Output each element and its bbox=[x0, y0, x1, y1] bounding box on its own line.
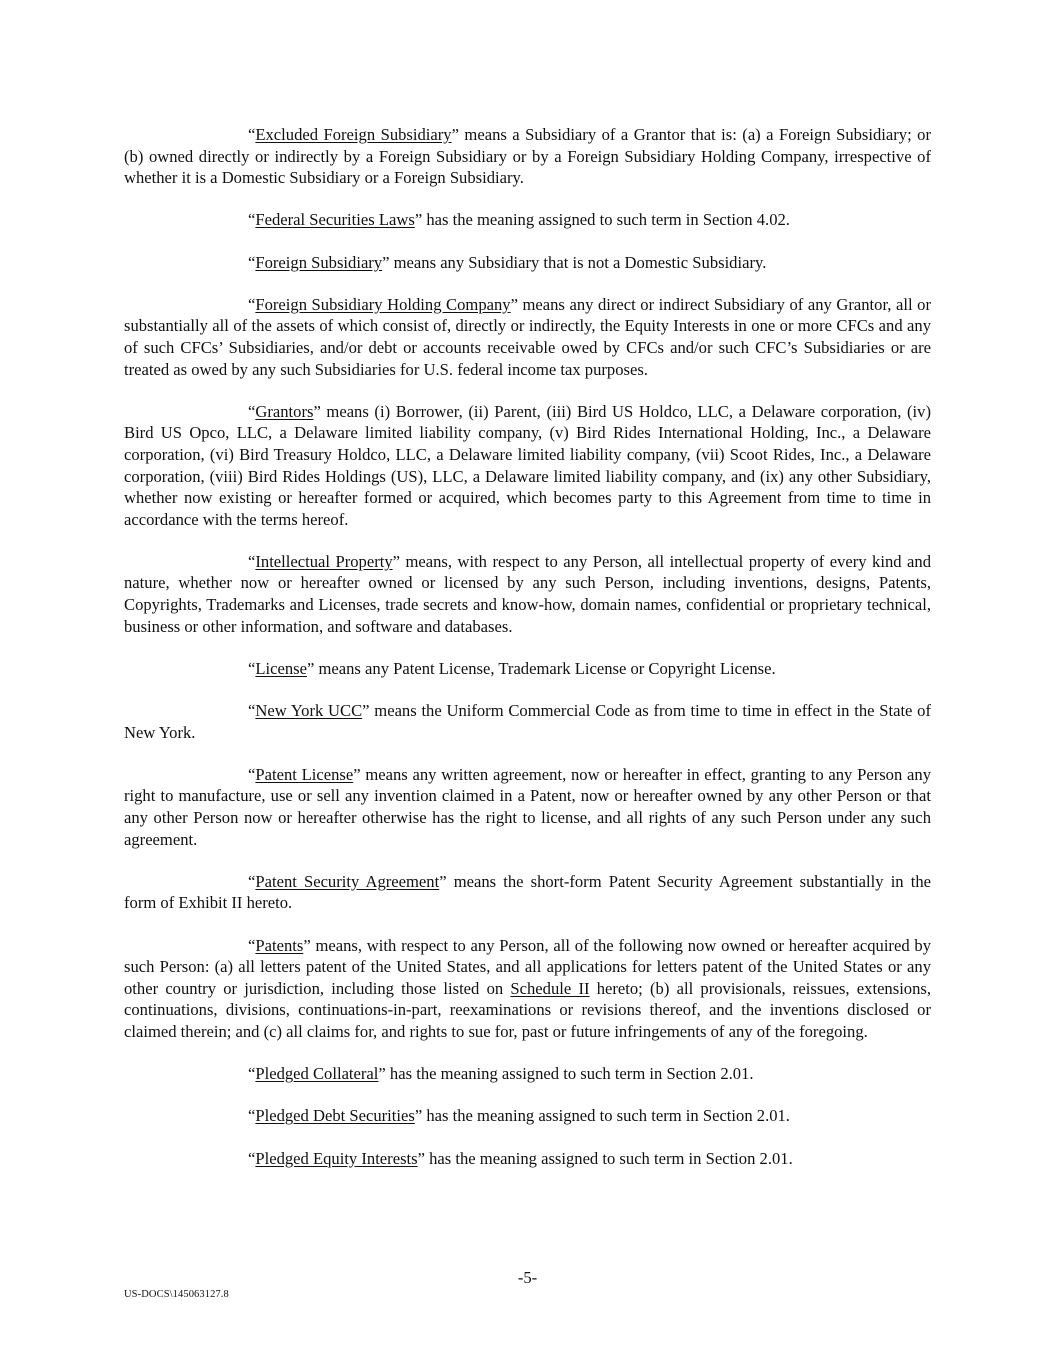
definition-federal-securities-laws: “Federal Securities Laws” has the meaning assigned to such term in Section 4.02. bbox=[248, 210, 790, 230]
definition-text: ” means any written agreement, now or hereafter in effect, granting to any Person any right to manufacture, use or sell any invention claimed in a Patent, now or hereafter owned by any other Person or that any other Person now or hereafter otherwise has the right to license, and all rights of any such Person under any such agreement. bbox=[124, 764, 931, 849]
defined-term: Pledged Collateral bbox=[255, 1064, 379, 1084]
definition-patent-license: “Patent License” means any written agreement, now or hereafter in effect, granting to any Person any right to manufacture, use or sell any invention claimed in a Patent, now or hereafter owned by any other Person or that any other Person now or hereafter otherwise has the right to license, and all rights of any such Person under any such agreement. bbox=[124, 764, 931, 849]
definition-text: ” means, with respect to any Person, all of the following now owned or hereafter acquired by such Person: (a) all letters patent of the United States, and all applications for letters patent of the United States or any other country or jurisdiction, including those listed on bbox=[124, 935, 931, 998]
definition-text: ” means, with respect to any Person, all intellectual property of every kind and nature, whether now or hereafter owned or licensed by any such Person, including inventions, designs, Patents, Copyrights, Trademarks and Licenses, trade secrets and know-how, domain names, confidential or proprietary technical, business or other information, and software and databases. bbox=[124, 551, 931, 636]
defined-term: Excluded Foreign Subsidiary bbox=[255, 125, 452, 144]
definitions-section bbox=[124, 124, 931, 1190]
definition-text: ” means any Subsidiary that is not a Domestic Subsidiary. bbox=[382, 252, 767, 272]
defined-term: Patent License bbox=[255, 764, 354, 784]
definition-text: ” means (i) Borrower, (ii) Parent, (iii) Bird US Holdco, LLC, a Delaware corporation, (iv) Bird US Opco, LLC, a Delaware limited liability company, (v) Bird Rides International Holding, Inc., a Delaware corporation, (vi) Bird Treasury Holdco, LLC, a Delaware limited liability company, (vii) Scoot Rides, Inc., a Delaware corporation, (viii) Bird Rides Holdings (US), LLC, a Delaware limited liability company, and (ix) any other Subsidiary, whether now existing or hereafter formed or acquired, which becomes party to this Agreement from time to time in accordance with the terms hereof. bbox=[124, 401, 931, 529]
defined-term: Intellectual Property bbox=[255, 551, 393, 571]
definition-new-york-ucc: “New York UCC” means the Uniform Commercial Code as from time to time in effect in the State of New York. bbox=[124, 701, 931, 742]
defined-term: Federal Securities Laws bbox=[255, 210, 415, 230]
defined-term: Foreign Subsidiary Holding Company bbox=[255, 294, 511, 314]
document-id: US-DOCS\145063127.8 bbox=[124, 1289, 229, 1300]
defined-term: Pledged Debt Securities bbox=[255, 1106, 415, 1126]
definition-text: ” has the meaning assigned to such term in Section 4.02. bbox=[414, 210, 790, 230]
definition-text: ” means the short-form Patent Security Agreement substantially in the form of Exhibit II hereto. bbox=[124, 871, 932, 913]
definition-text: ” has the meaning assigned to such term in Section 2.01. bbox=[378, 1064, 754, 1084]
defined-term: Pledged Equity Interests bbox=[255, 1148, 418, 1168]
definition-text: ” means a Subsidiary of a Grantor that is: (a) a Foreign Subsidiary; or (b) owned directly or indirectly by a Foreign Subsidiary or by a Foreign Subsidiary Holding Company, irrespective of whether it is a Domestic Subsidiary or a Foreign Subsidiary. bbox=[124, 125, 931, 188]
definition-text: ” has the meaning assigned to such term in Section 2.01. bbox=[414, 1106, 790, 1126]
definition-text: ” means any Patent License, Trademark License or Copyright License. bbox=[306, 658, 776, 678]
definition-pledged-collateral: “Pledged Collateral” has the meaning assigned to such term in Section 2.01. bbox=[248, 1064, 754, 1084]
definition-foreign-subsidiary: “Foreign Subsidiary” means any Subsidiary that is not a Domestic Subsidiary. bbox=[248, 252, 767, 272]
definition-text: ” means the Uniform Commercial Code as from time to time in effect in the State of New York. bbox=[124, 701, 931, 742]
defined-term: Patent Security Agreement bbox=[255, 871, 440, 891]
definition-patents: “Patents” means, with respect to any Person, all of the following now owned or hereafter acquired by such Person: (a) all letters patent of the United States, and all applications for letters patent of the United States or any other country or jurisdiction, including those listed on Schedule II hereto; (b) all provisionals, reissues, extensions, continuations, divisions, continuations-in-part, reexaminations or revisions thereof, and the inventions disclosed or claimed therein; and (c) all claims for, and rights to sue for, past or future infringements of any of the foregoing. bbox=[124, 935, 932, 1041]
page-number: -5- bbox=[517, 1268, 538, 1287]
definition-intellectual-property: “Intellectual Property” means, with respect to any Person, all intellectual property of every kind and nature, whether now or hereafter owned or licensed by any such Person, including inventions, designs, Patents, Copyrights, Trademarks and Licenses, trade secrets and know-how, domain names, confidential or proprietary technical, business or other information, and software and databases. bbox=[124, 551, 931, 636]
definition-text: hereto; (b) all provisionals, reissues, extensions, continuations, divisions, continuations-in-part, reexaminations or revisions thereof, and the inventions disclosed or claimed therein; and (c) all claims for, and rights to sue for, past or future infringements of any of the foregoing. bbox=[124, 978, 932, 1041]
defined-term: Foreign Subsidiary bbox=[255, 252, 383, 272]
definition-pledged-debt-securities: “Pledged Debt Securities” has the meaning assigned to such term in Section 2.01. bbox=[248, 1106, 790, 1126]
definition-excluded-foreign-subsidiary: “Excluded Foreign Subsidiary” means a Subsidiary of a Grantor that is: (a) a Foreign Subsidiary; or (b) owned directly or indirectly by a Foreign Subsidiary or by a Foreign Subsidiary Holding Company, irrespective of whether it is a Domestic Subsidiary or a Foreign Subsidiary. bbox=[124, 125, 931, 188]
defined-term: Patents bbox=[255, 935, 304, 955]
defined-term: Grantors bbox=[255, 401, 314, 421]
definition-foreign-subsidiary-holding-company: “Foreign Subsidiary Holding Company” means any direct or indirect Subsidiary of any Grantor, all or substantially all of the assets of which consist of, directly or indirectly, the Equity Interests in one or more CFCs and any of such CFCs’ Subsidiaries, and/or debt or accounts receivable owed by CFCs and/or such CFC’s Subsidiaries or are treated as owed by any such Subsidiaries for U.S. federal income tax purposes. bbox=[124, 294, 931, 379]
defined-term: License bbox=[255, 658, 307, 678]
defined-term: New York UCC bbox=[255, 701, 363, 721]
definition-text: ” means any direct or indirect Subsidiary of any Grantor, all or substantially all of the assets of which consist of, directly or indirectly, the Equity Interests in one or more CFCs and any of such CFCs’ Subsidiaries, and/or debt or accounts receivable owed by CFCs and/or such CFC’s Subsidiaries or are treated as owed by any such Subsidiaries for U.S. federal income tax purposes. bbox=[124, 294, 931, 379]
definition-pledged-equity-interests: “Pledged Equity Interests” has the meaning assigned to such term in Section 2.01. bbox=[248, 1148, 793, 1168]
definition-patent-security-agreement: “Patent Security Agreement” means the short-form Patent Security Agreement substantially in the form of Exhibit II hereto. bbox=[124, 871, 932, 913]
definition-text: ” has the meaning assigned to such term in Section 2.01. bbox=[417, 1148, 793, 1168]
schedule-reference: Schedule II bbox=[510, 978, 590, 998]
definition-grantors: “Grantors” means (i) Borrower, (ii) Parent, (iii) Bird US Holdco, LLC, a Delaware corporation, (iv) Bird US Opco, LLC, a Delaware limited liability company, (v) Bird Rides International Holding, Inc., a Delaware corporation, (vi) Bird Treasury Holdco, LLC, a Delaware limited liability company, (vii) Scoot Rides, Inc., a Delaware corporation, (viii) Bird Rides Holdings (US), LLC, a Delaware limited liability company, and (ix) any other Subsidiary, whether now existing or hereafter formed or acquired, which becomes party to this Agreement from time to time in accordance with the terms hereof. bbox=[124, 401, 931, 529]
definition-license: “License” means any Patent License, Trademark License or Copyright License. bbox=[248, 658, 776, 678]
